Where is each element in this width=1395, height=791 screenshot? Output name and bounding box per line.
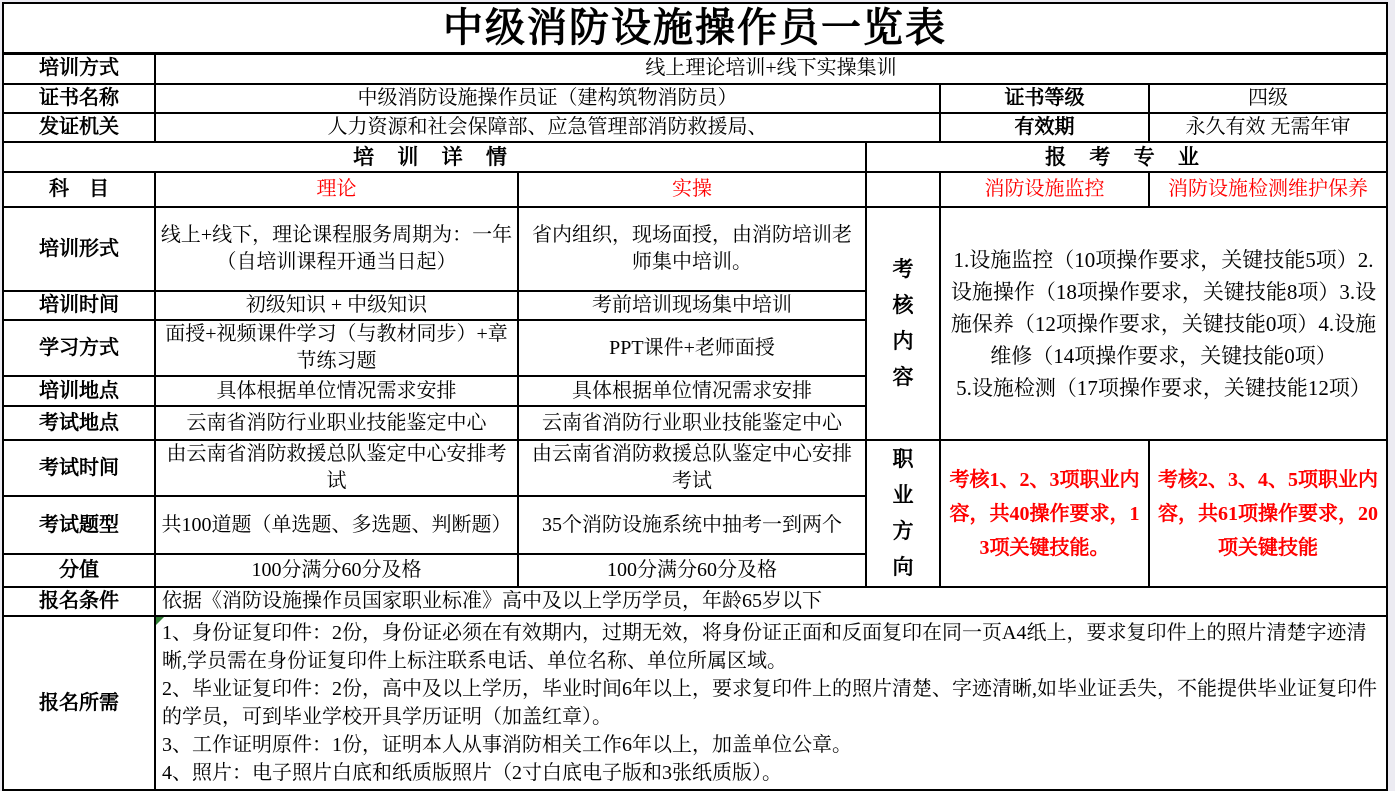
- training-form-practice: 省内组织，现场面授，由消防培训老师集中培训。: [518, 207, 866, 291]
- materials-value: [155, 616, 1387, 790]
- assessment-content-label-cell: [866, 207, 940, 440]
- cert-name-value: 中级消防设施操作员证（建构筑物消防员）: [155, 84, 940, 113]
- row-label-training-time: 培训时间: [3, 291, 155, 320]
- subject-maintain: 消防设施检测维护保养: [1149, 172, 1387, 207]
- exam-place-theory: 云南省消防行业职业技能鉴定中心: [155, 406, 518, 440]
- study-method-theory: 面授+视频课件学习（与教材同步）+章节练习题: [155, 320, 518, 376]
- exam-type-theory: 共100道题（单选题、多选题、判断题）: [155, 496, 518, 554]
- row-label-cert-name: 证书名称: [3, 84, 155, 113]
- exam-time-practice: 由云南省消防救援总队鉴定中心安排考试: [518, 440, 866, 496]
- cert-level-label: 证书等级: [940, 84, 1149, 113]
- row-label-training-place: 培训地点: [3, 376, 155, 406]
- excel-error-indicator-icon: [156, 617, 164, 625]
- page-title: 中级消防设施操作员一览表: [3, 3, 1387, 53]
- materials-item-1: 1、身份证复印件：2份，身份证必须在有效期内，过期无效，将身份证正面和反面复印在同一页A4纸上，要求复印件上的照片清楚字迹清晰,学员需在身份证复印件上标注联系电话、单位名称、单位所属区域。: [162, 622, 1367, 673]
- issuer-value: 人力资源和社会保障部、应急管理部消防救援局、: [155, 113, 940, 142]
- row-label-training-method: 培训方式: [3, 53, 155, 84]
- exam-place-practice: 云南省消防行业职业技能鉴定中心: [518, 406, 866, 440]
- score-theory: 100分满分60分及格: [155, 554, 518, 587]
- row-label-issuer: 发证机关: [3, 113, 155, 142]
- exam-type-practice: 35个消防设施系统中抽考一到两个: [518, 496, 866, 554]
- row-label-subject: 科 目: [3, 172, 155, 207]
- materials-item-4: 4、照片：电子照片白底和纸质版照片（2寸白底电子版和3张纸质版）。: [162, 762, 782, 785]
- row-label-study-method: 学习方式: [3, 320, 155, 376]
- cert-level-value: 四级: [1149, 84, 1387, 113]
- training-time-theory: 初级知识 + 中级知识: [155, 291, 518, 320]
- row-label-exam-place: 考试地点: [3, 406, 155, 440]
- row-label-requirement: 报名条件: [3, 587, 155, 616]
- assessment-content-line2: 5.设施检测（17项操作要求，关键技能12项）: [956, 375, 1371, 400]
- materials-item-2: 2、毕业证复印件：2份，高中及以上学历，毕业时间6年以上，要求复印件上的照片清楚、字迹清晰,如毕业证丢失，不能提供毕业证复印件的学员，可到毕业学校开具学历证明（加盖红章）。: [162, 678, 1377, 729]
- exam-time-theory: 由云南省消防救援总队鉴定中心安排考试: [155, 440, 518, 496]
- score-practice: 100分满分60分及格: [518, 554, 866, 587]
- overview-table: [2, 2, 1388, 791]
- row-label-exam-time: 考试时间: [3, 440, 155, 496]
- training-place-practice: 具体根据单位情况需求安排: [518, 376, 866, 406]
- career-direction-maintain: 考核2、3、4、5项职业内容，共61项操作要求，20项关键技能: [1149, 440, 1387, 587]
- requirement-value: 依据《消防设施操作员国家职业标准》高中及以上学历学员，年龄65岁以下: [155, 587, 1387, 616]
- row-label-materials: 报名所需: [3, 616, 155, 790]
- training-time-practice: 考前培训现场集中培训: [518, 291, 866, 320]
- section-header-training-detail: 培 训 详 情: [3, 142, 866, 172]
- row-label-exam-type: 考试题型: [3, 496, 155, 554]
- assessment-content-line1: 1.设施监控（10项操作要求，关键技能5项）2.设施操作（18项操作要求，关键技能8项）3.设施保养（12项操作要求，关键技能0项）4.设施维修（14项操作要求，关键技能0项）: [950, 247, 1377, 368]
- career-direction-label-cell: [866, 440, 940, 587]
- training-form-theory: 线上+线下，理论课程服务周期为：一年（自培训课程开通当日起）: [155, 207, 518, 291]
- materials-item-3: 3、工作证明原件：1份，证明本人从事消防相关工作6年以上，加盖单位公章。: [162, 734, 852, 757]
- assessment-content-label: 考核内容: [892, 257, 914, 389]
- validity-value: 永久有效 无需年审: [1149, 113, 1387, 142]
- study-method-practice: PPT课件+老师面授: [518, 320, 866, 376]
- training-place-theory: 具体根据单位情况需求安排: [155, 376, 518, 406]
- spreadsheet-area: [2, 2, 1388, 791]
- subject-monitor: 消防设施监控: [940, 172, 1149, 207]
- assessment-content-value: [940, 207, 1387, 440]
- subject-theory: 理论: [155, 172, 518, 207]
- career-direction-monitor: 考核1、2、3项职业内容，共40操作要求，13项关键技能。: [940, 440, 1149, 587]
- subject-empty-cell: [866, 172, 940, 207]
- validity-label: 有效期: [940, 113, 1149, 142]
- career-direction-label: 职业方向: [892, 447, 914, 579]
- row-label-score: 分值: [3, 554, 155, 587]
- row-label-training-form: 培训形式: [3, 207, 155, 291]
- subject-practice: 实操: [518, 172, 866, 207]
- training-method-value: 线上理论培训+线下实操集训: [155, 53, 1387, 84]
- section-header-exam-major: 报 考 专 业: [866, 142, 1387, 172]
